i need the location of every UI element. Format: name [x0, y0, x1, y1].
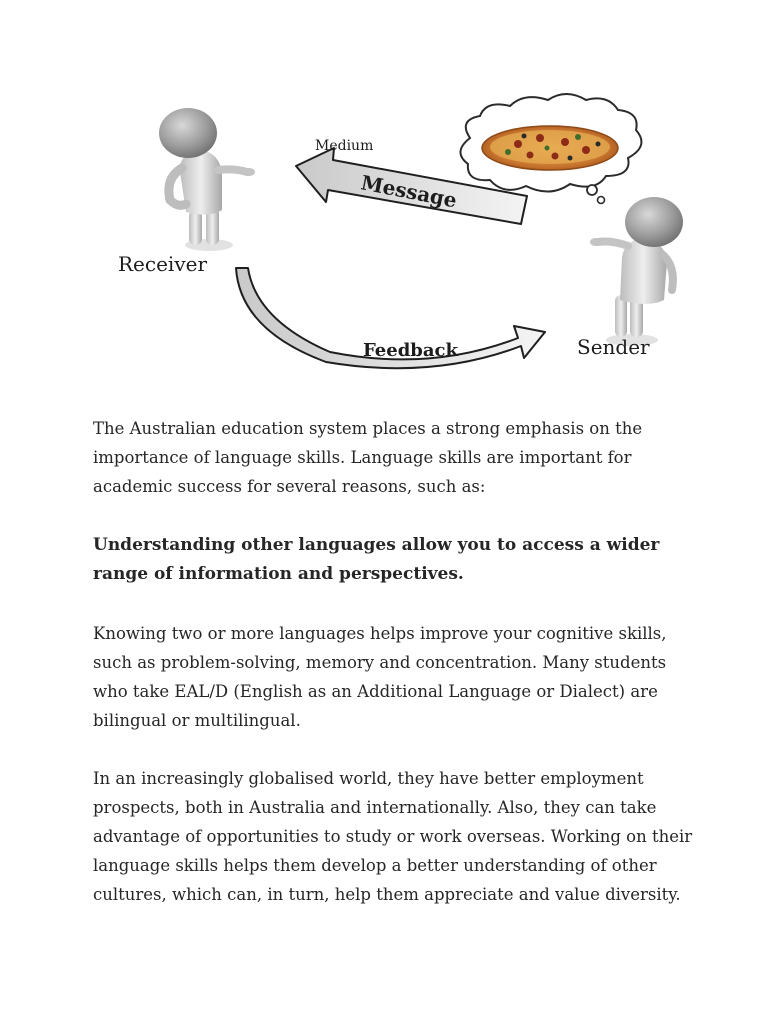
- communication-diagram: [0, 0, 768, 400]
- section-heading: Understanding other languages allow you to access a wider range of information and perspectives.: [93, 535, 660, 584]
- receiver-figure-icon: [159, 108, 255, 251]
- globalised-world-paragraph: In an increasingly globalised world, they have better employment prospects, both in Australia and internationally. Also, they can take advantage of opportunities to study or work overseas. Working on their language skills helps them develop a better understanding of other cultures, which can, in turn, help them appreciate and value diversity.: [93, 769, 693, 904]
- feedback-label: Feedback: [363, 340, 458, 361]
- intro-paragraph: The Australian education system places a strong emphasis on the importance of language skills. Language skills are important for academic success for several reasons, such as:: [93, 419, 643, 496]
- message-label: Message: [359, 170, 459, 213]
- pizza-icon: [482, 126, 618, 170]
- sender-label: Sender: [577, 335, 650, 359]
- medium-label: Medium: [315, 138, 374, 154]
- sender-figure-icon: [590, 197, 683, 346]
- cognitive-skills-paragraph: Knowing two or more languages helps improve your cognitive skills, such as problem-solving, memory and concentration. Many students who take EAL/D (English as an Additional Language or Dialect) are bilingual or multilingual.: [93, 624, 667, 730]
- receiver-label: Receiver: [118, 252, 208, 276]
